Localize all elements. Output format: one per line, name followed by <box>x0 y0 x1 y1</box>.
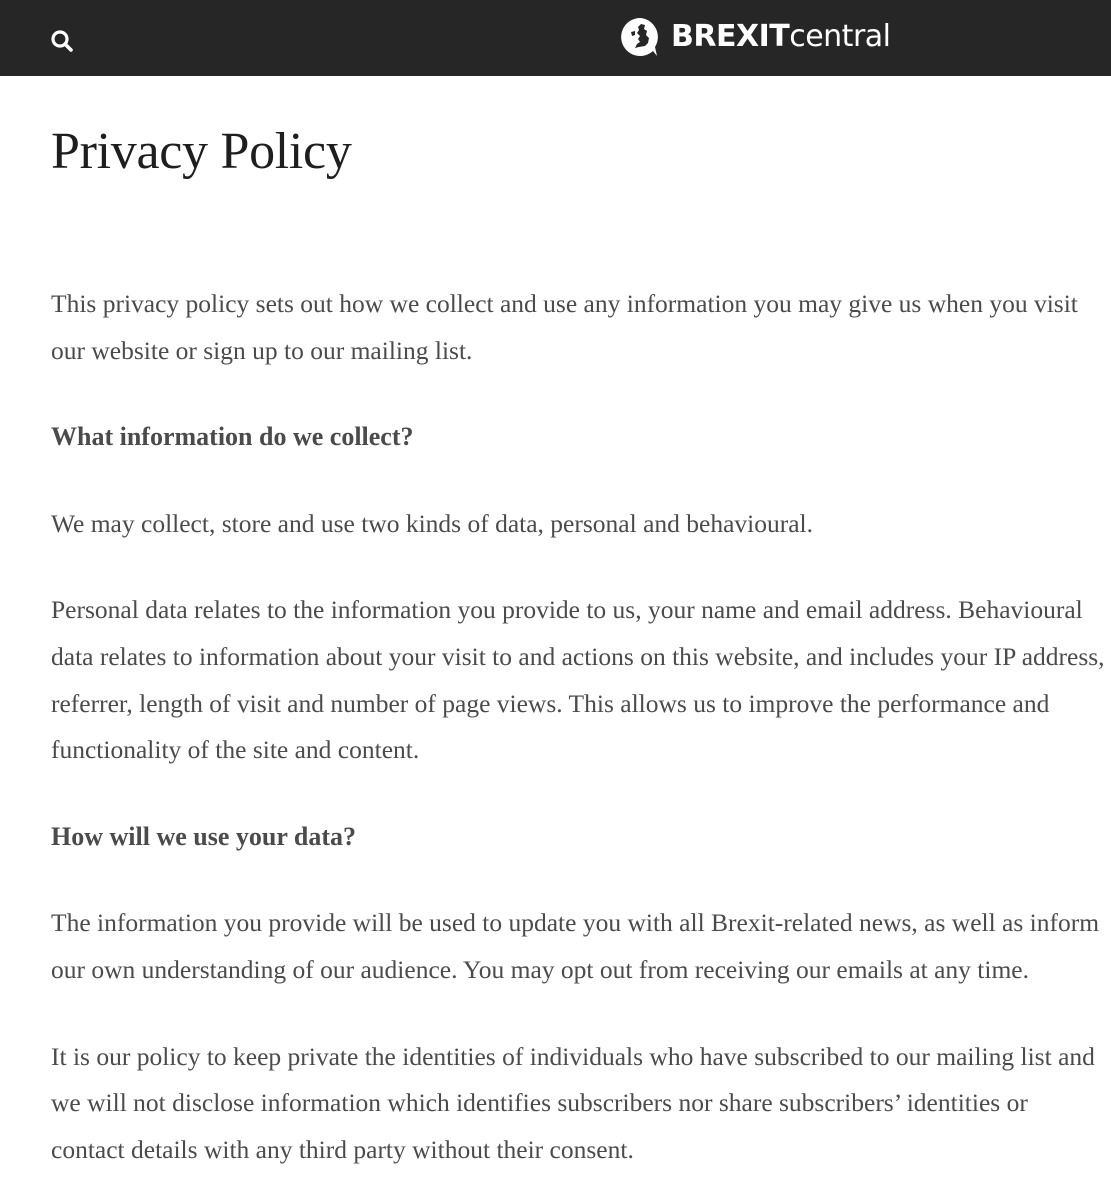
main-content <box>51 76 1107 1200</box>
paragraph-data-kinds: We may collect, store and use two kinds of data, personal and behavioural. <box>51 508 813 538</box>
intro-paragraph: This privacy policy sets out how we collect and use any information you may give us when you visit our website or sign up to our mailing list. <box>51 289 1078 365</box>
page-title: Privacy Policy <box>51 123 352 180</box>
paragraph-privacy-commitment: It is our policy to keep private the identities of individuals who have subscribed to our mailing list and we will not disclose information which identifies subscribers nor share subscribers’ identities or contact details with any third party without their consent. <box>51 1041 1095 1164</box>
site-logo[interactable] <box>619 15 891 59</box>
uk-map-speech-bubble-icon <box>619 16 661 58</box>
top-nav-bar <box>0 0 1111 76</box>
paragraph-data-definitions: Personal data relates to the information you provide to us, your name and email address. Behavioural data relates to information about your visit to and actions on this website, and includes your IP address, referrer, length of visit and number of page views. This allows us to improve the performance and functionality of the site and content. <box>51 595 1105 765</box>
search-icon[interactable] <box>48 27 76 55</box>
brand-light: central <box>789 19 891 54</box>
search-button[interactable] <box>48 27 76 55</box>
paragraph-data-usage: The information you provide will be used to update you with all Brexit-related news, as well as inform our own understanding of our audience. You may opt out from receiving our emails at any time. <box>51 908 1100 984</box>
section-heading-use: How will we use your data? <box>51 821 357 851</box>
privacy-policy-article <box>51 281 1107 1173</box>
brand-wordmark <box>671 15 891 59</box>
section-heading-collect: What information do we collect? <box>51 422 414 452</box>
brand-bold: BREXIT <box>671 19 790 54</box>
